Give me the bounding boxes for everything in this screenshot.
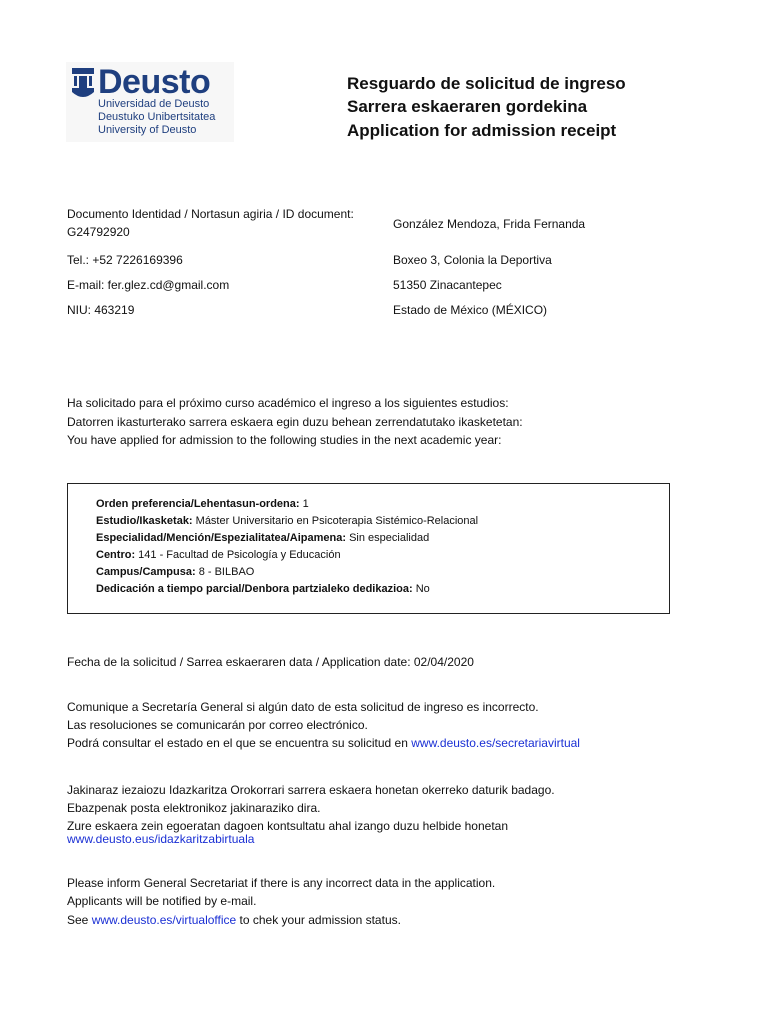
notice-en-3-post: to chek your admission status. <box>236 913 401 927</box>
dedication-row <box>96 582 430 596</box>
notice-es-1: Comunique a Secretaría General si algún dato de esta solicitud de ingreso es incorrecto. <box>67 700 539 714</box>
notice-eu-2: Ebazpenak posta elektronikoz jakinaraziko dira. <box>67 801 321 815</box>
dedication-value: No <box>412 583 430 595</box>
intro-es: Ha solicitado para el próximo curso académico el ingreso a los siguientes estudios: <box>67 396 509 410</box>
preference-label: Orden preferencia/Lehentasun-ordena: <box>96 498 300 510</box>
niu: NIU: 463219 <box>67 303 135 317</box>
university-logo <box>66 62 234 142</box>
intro-eu: Datorren ikasturterako sarrera eskaera egin duzu behean zerrendatutako ikasketetan: <box>67 415 523 429</box>
logo-line-es: Universidad de Deusto <box>98 98 210 110</box>
title-eu: Sarrera eskaeraren gordekina <box>347 97 588 116</box>
notice-en-3 <box>67 913 401 928</box>
notice-eu-1: Jakinaraz iezaiozu Idazkaritza Orokorrari sarrera eskaera honetan okerreko daturik badago. <box>67 783 555 797</box>
secretaria-virtual-link[interactable]: www.deusto.es/secretariavirtual <box>411 736 580 750</box>
address-street: Boxeo 3, Colonia la Deportiva <box>393 253 552 267</box>
preference-row <box>96 497 309 511</box>
address-state: Estado de México (MÉXICO) <box>393 303 548 317</box>
application-date: Fecha de la solicitud / Sarrea eskaeraren data / Application date: 02/04/2020 <box>67 655 474 669</box>
title-es: Resguardo de solicitud de ingreso <box>347 74 626 93</box>
address-postal: 51350 Zinacantepec <box>393 278 502 292</box>
intro-en: You have applied for admission to the following studies in the next academic year: <box>67 433 502 447</box>
notice-eu-3: Zure eskaera zein egoeratan dagoen kontsultatu ahal izango duzu helbide honetan <box>67 819 508 833</box>
campus-label: Campus/Campusa: <box>96 566 196 578</box>
specialty-label: Especialidad/Mención/Espezialitatea/Aipamena: <box>96 532 347 544</box>
specialty-value: Sin especialidad <box>346 532 430 544</box>
campus-value: 8 - BILBAO <box>195 566 255 578</box>
shield-icon <box>72 68 94 100</box>
logo-wordmark: Deusto <box>98 63 211 101</box>
dedication-label: Dedicación a tiempo parcial/Denbora partzialeko dedikazioa: <box>96 583 413 595</box>
preference-value: 1 <box>299 498 309 510</box>
study-row <box>96 514 478 528</box>
specialty-row <box>96 531 429 545</box>
notice-en-2: Applicants will be notified by e-mail. <box>67 894 257 908</box>
idazkaritza-birtuala-link[interactable]: www.deusto.eus/idazkaritzabirtuala <box>67 832 255 846</box>
study-value: Máster Universitario en Psicoterapia Sistémico-Relacional <box>192 515 479 527</box>
center-value: 141 - Facultad de Psicología y Educación <box>135 549 341 561</box>
notice-en-1: Please inform General Secretariat if there is any incorrect data in the application. <box>67 876 496 890</box>
phone: Tel.: +52 7226169396 <box>67 253 183 267</box>
center-row <box>96 548 341 562</box>
notice-en-3-pre: See <box>67 913 92 927</box>
applicant-name: González Mendoza, Frida Fernanda <box>393 217 586 231</box>
notice-es-3 <box>67 736 580 751</box>
title-en: Application for admission receipt <box>347 121 617 140</box>
id-document-label: Documento Identidad / Nortasun agiria / ID document: <box>67 207 354 221</box>
study-label: Estudio/Ikasketak: <box>96 515 193 527</box>
campus-row <box>96 565 254 579</box>
virtual-office-link[interactable]: www.deusto.es/virtualoffice <box>91 913 237 927</box>
email: E-mail: fer.glez.cd@gmail.com <box>67 278 230 292</box>
notice-es-2: Las resoluciones se comunicarán por correo electrónico. <box>67 718 368 732</box>
logo-line-en: University of Deusto <box>98 124 197 136</box>
logo-line-eu: Deustuko Unibertsitatea <box>98 111 216 123</box>
center-label: Centro: <box>96 549 136 561</box>
notice-es-3-text: Podrá consultar el estado en el que se encuentra su solicitud en <box>67 736 412 750</box>
id-document-value: G24792920 <box>67 225 130 239</box>
